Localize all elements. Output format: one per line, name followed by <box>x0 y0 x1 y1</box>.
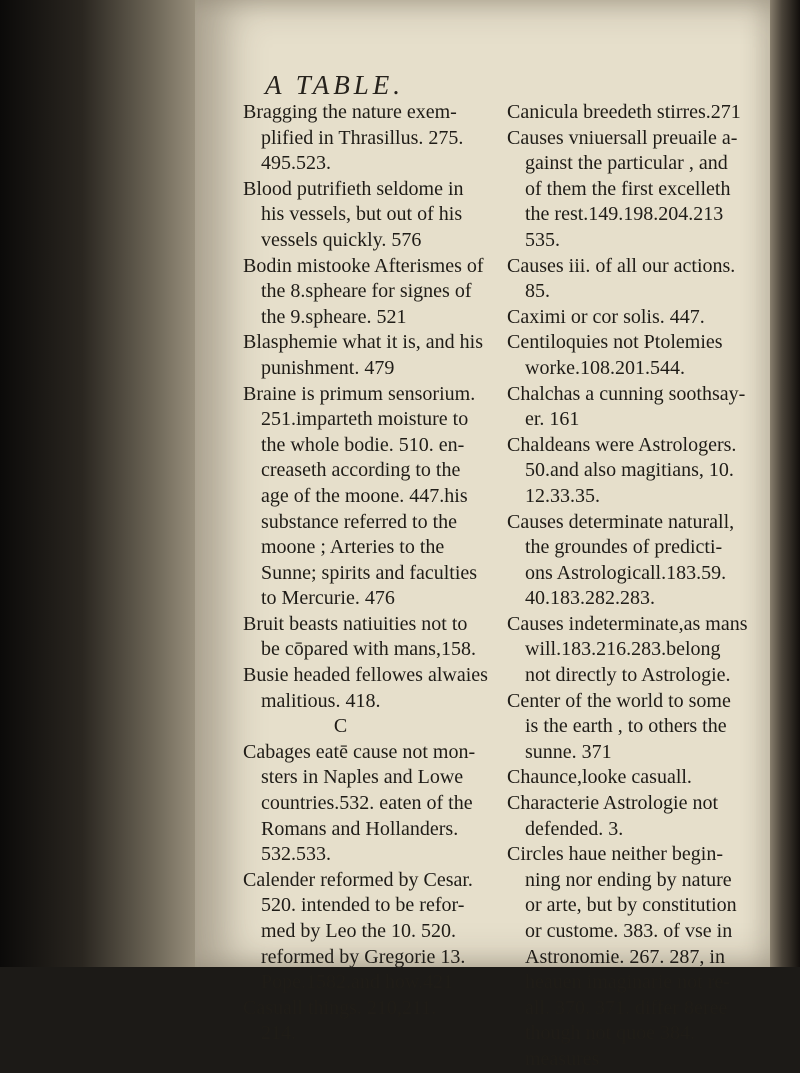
index-line: 495.523. <box>261 152 331 175</box>
index-line: Casuall things. 210,211. <box>243 996 437 1019</box>
index-line: plified in Thrasillus. 275. <box>261 126 464 149</box>
index-line: Circles haue neither begin- <box>507 843 724 866</box>
index-line: Centiloquies not Ptolemies <box>507 331 723 354</box>
index-line: creaseth according to the <box>261 459 461 482</box>
index-line: Astronomie. 267. 287, in <box>525 945 725 968</box>
index-line: 532.533. <box>261 843 331 866</box>
index-line: not directly to Astrologie. <box>525 664 731 687</box>
index-line: his vessels, but out of his <box>261 203 463 226</box>
index-line: Causes indeterminate,as mans <box>507 612 748 635</box>
index-line: substance referred to the <box>261 510 458 533</box>
index-line: Chalchas a cunning soothsay- <box>507 382 746 405</box>
book-page <box>195 0 770 1070</box>
index-line: 520. intended to be refor- <box>261 894 465 917</box>
index-line: age of the moone. 447.his <box>261 484 468 507</box>
index-line: or arte, but by constitution <box>525 894 737 917</box>
index-line: 85. <box>525 280 550 303</box>
index-line: will.183.216.283.belong <box>525 638 721 661</box>
index-line: 40.183.282.283. <box>525 587 655 610</box>
index-line: heauen imaginarie not re- <box>525 971 730 994</box>
index-line: Romans and Hollanders. <box>261 817 459 840</box>
index-line: Causes determinate naturall, <box>507 510 735 533</box>
index-line: 214. <box>261 1022 296 1045</box>
index-line: Calender reformed by Cesar. <box>243 868 473 891</box>
index-line: Causes vniuersall preuaile a- <box>507 126 738 149</box>
index-line: 12.33.35. <box>525 484 600 507</box>
index-line: Chaldeans were Astrologers. <box>507 433 737 456</box>
index-line: Bruit beasts natiuities not to <box>243 612 468 635</box>
index-line: Sunne; spirits and faculties <box>261 561 478 584</box>
book-gutter-shadow <box>0 0 205 967</box>
index-line: Canicula breedeth stirres.271 <box>507 101 741 123</box>
section-letter: C <box>333 715 348 738</box>
index-line: Pope.1582.and how.421 <box>261 971 454 994</box>
index-line: is the earth , to others the <box>525 715 727 738</box>
index-line: all. 370. 371. differ 8eree <box>525 996 728 1019</box>
index-line: 251.imparteth moisture to <box>261 408 469 431</box>
index-line: the 8.spheare for signes of <box>261 280 472 303</box>
index-line: Caximi or cor solis. 447. <box>507 305 705 328</box>
index-line: Characterie Astrologie not <box>507 792 719 815</box>
index-line: the rest.149.198.204.213 <box>525 203 724 226</box>
page-header: A TABLE. <box>265 70 405 100</box>
index-line: gainst the particular , and <box>525 152 728 175</box>
index-line: though not quoe 384. <box>525 1022 695 1045</box>
index-line: moone ; Arteries to the <box>261 536 445 559</box>
index-line: the whole bodie. 510. en- <box>261 433 465 456</box>
index-line: Chaunce,looke casuall. <box>507 766 692 789</box>
index-line: vessels quickly. 576 <box>261 228 422 251</box>
index-line: ons Astrologicall.183.59. <box>525 561 727 584</box>
index-line: malitious. 418. <box>261 689 381 712</box>
index-line: the 9.spheare. 521 <box>261 305 407 328</box>
index-line: ning nor ending by nature <box>525 868 732 891</box>
index-line: the groundes of predicti- <box>525 536 723 559</box>
index-line: Causes iii. of all our actions. <box>507 254 736 277</box>
index-line: Center of the world to some <box>507 689 731 712</box>
index-line: med by Leo the 10. 520. <box>261 920 456 942</box>
index-line: sters in Naples and Lowe <box>261 766 464 789</box>
index-line: measures <box>525 1047 600 1070</box>
index-line: be cōpared with mans,158. <box>261 638 476 661</box>
index-line: er. 161 <box>525 408 580 431</box>
index-line: reformed by Gregorie 13. <box>261 945 466 968</box>
index-line: worke.108.201.544. <box>525 356 685 379</box>
right-index-column <box>507 100 767 1073</box>
index-line: Busie headed fellowes alwaies <box>243 664 488 687</box>
index-line: of them the first excelleth <box>525 177 731 200</box>
index-line: Cabages eatē cause not mon- <box>243 740 476 763</box>
index-line: Blood putrifieth seldome in <box>243 177 464 200</box>
left-index-column <box>243 100 498 1047</box>
index-line: or custome. 383. of vse in <box>525 920 733 942</box>
index-line: Blasphemie what it is, and his <box>243 331 483 354</box>
index-line: Bragging the nature exem- <box>243 101 457 123</box>
index-line: to Mercurie. 476 <box>261 587 395 610</box>
index-line: sunne. 371 <box>525 740 612 763</box>
index-line: punishment. 479 <box>261 356 395 379</box>
index-line: Braine is primum sensorium. <box>243 382 476 405</box>
index-line: 535. <box>525 228 560 251</box>
index-line: 50.and also magitians, 10. <box>525 459 734 482</box>
index-line: Bodin mistooke Afterismes of <box>243 254 484 277</box>
index-line: countries.532. eaten of the <box>261 792 473 815</box>
index-line: defended. 3. <box>525 817 624 840</box>
